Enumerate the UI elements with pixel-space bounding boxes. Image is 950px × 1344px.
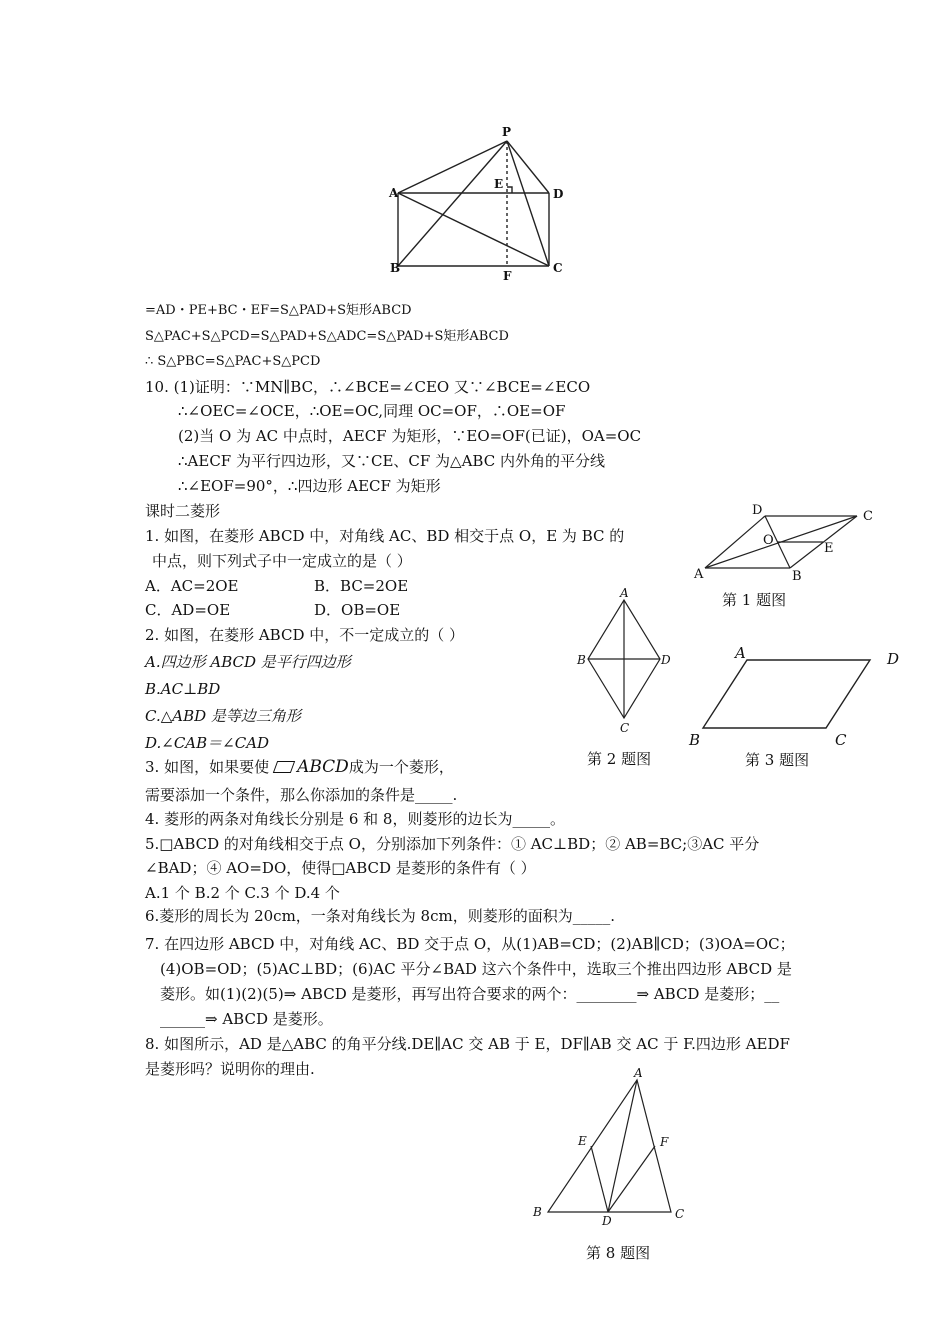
fig1-label-c: C (863, 509, 873, 524)
label-p: P (502, 125, 512, 139)
fig8-caption: 第 8 题图 (586, 1244, 651, 1262)
fig1-caption: 第 1 题图 (722, 591, 787, 609)
q2-option-d: D.∠CAB＝∠CAD (145, 734, 270, 752)
q1-option-b: B．BC=2OE (314, 577, 409, 595)
fig2-label-d: D (661, 653, 671, 667)
fig3-label-b: B (689, 731, 701, 749)
q10-line4: ∴AECF 为平行四边形，又∵CE、CF 为△ABC 内外角的平分线 (178, 452, 605, 470)
q8-line1: 8. 如图所示，AD 是△ABC 的角平分线.DE∥AC 交 AB 于 E，DF∥AB 交 AC 于 F.四边形 AEDF (145, 1035, 790, 1053)
q3-line1-pre: 3. 如图，如果要使 (145, 758, 270, 776)
q3-line2: 需要添加一个条件，那么你添加的条件是_____. (145, 786, 458, 804)
fig8-segment-ad (608, 1080, 637, 1212)
label-e: E (494, 177, 504, 191)
q5-line1: 5.□ABCD 的对角线相交于点 O，分别添加下列条件：① AC⊥BD；② AB=BC;③AC 平分 (145, 835, 760, 853)
fig3-caption: 第 3 题图 (745, 751, 810, 769)
fig8-label-c: C (675, 1207, 685, 1221)
q3-line1-post: 成为一个菱形， (348, 758, 454, 776)
fig1-label-a: A (694, 567, 704, 582)
segment-pc (507, 141, 549, 266)
fig8-segment-de (591, 1146, 608, 1212)
segment-pd (507, 141, 549, 193)
fig1-diagonal-bd (765, 516, 790, 568)
fig1-side-cb (790, 516, 857, 568)
q10-line3: (2)当 O 为 AC 中点时，AECF 为矩形，∵EO=OF(已证)，OA=OC (178, 427, 642, 445)
q10-line1: 10. (1)证明：∵MN∥BC，∴∠BCE=∠CEO 又∵∠BCE=∠ECO (145, 378, 591, 396)
q5-line2: ∠BAD；④ AO=DO，使得□ABCD 是菱形的条件有（ ） (145, 859, 536, 877)
proof9-line2: S△PAC+S△PCD=S△PAD+S△ADC=S△PAD+S矩形ABCD (145, 329, 509, 344)
q7-line3: 菱形。如(1)(2)(5)⇒ ABCD 是菱形，再写出符合要求的两个：________⇒ ABCD 是菱形；__ (160, 985, 780, 1003)
label-c: C (553, 261, 563, 275)
q2-stem: 2. 如图，在菱形 ABCD 中，不一定成立的（ ） (145, 626, 465, 644)
fig1-label-e: E (824, 541, 834, 556)
fig1-label-b: B (792, 569, 802, 584)
q3-line1 (145, 757, 454, 777)
q1-line2: 中点，则下列式子中一定成立的是（ ） (152, 552, 412, 570)
q2-option-a: A.四边形 ABCD 是平行四边形 (145, 653, 351, 671)
label-b: B (390, 261, 401, 275)
q6-line: 6.菱形的周长为 20cm，一条对角线长为 8cm，则菱形的面积为_____. (145, 907, 615, 925)
q3-line1-sym: ABCD (297, 757, 349, 777)
label-f: F (503, 269, 512, 283)
segment-pb (398, 141, 507, 266)
fig3-parallelogram-outline (703, 660, 870, 728)
proof9-line1: =AD・PE+BC・EF=S△PAD+S矩形ABCD (145, 303, 412, 318)
q7-line2: (4)OB=OD；(5)AC⊥BD；(6)AC 平分∠BAD 这六个条件中，选取三个推出四边形 ABCD 是 (160, 960, 792, 978)
fig1-label-d: D (752, 503, 763, 518)
proof9-line3: ∴ S△PBC=S△PAC+S△PCD (145, 354, 321, 369)
q1-option-c: C．AD=OE (145, 601, 231, 619)
q2-option-c: C.△ABD 是等边三角形 (145, 707, 301, 725)
fig2-caption: 第 2 题图 (587, 750, 652, 768)
q1-line1: 1. 如图，在菱形 ABCD 中，对角线 AC、BD 相交于点 O，E 为 BC 的 (145, 527, 625, 545)
fig8-label-e: E (578, 1134, 587, 1148)
fig3-label-c: C (835, 731, 847, 749)
q1-option-a: A．AC=2OE (145, 577, 239, 595)
q10-line2: ∴∠OEC=∠OCE，∴OE=OC,同理 OC=OF，∴OE=OF (178, 402, 566, 420)
fig8-label-d: D (602, 1214, 612, 1228)
q1-option-d: D．OB=OE (314, 601, 401, 619)
q2-option-b: B.AC⊥BD (145, 680, 221, 698)
segment-pa (398, 141, 507, 193)
fig1-diagonal-ac (705, 516, 857, 568)
q5-options: A.1 个 B.2 个 C.3 个 D.4 个 (145, 884, 340, 902)
parallelogram-symbol-icon (273, 761, 295, 773)
label-d: D (553, 187, 564, 201)
fig3-label-d: D (887, 650, 900, 668)
fig8-label-a: A (634, 1066, 643, 1080)
fig2-rhombus-outline (588, 600, 660, 718)
q4-line: 4. 菱形的两条对角线长分别是 6 和 8，则菱形的边长为_____。 (145, 810, 565, 828)
q8-line2: 是菱形吗？说明你的理由. (145, 1060, 315, 1078)
fig2-label-a: A (620, 586, 629, 600)
fig8-label-b: B (533, 1205, 542, 1219)
fig1-side-ad (705, 516, 765, 568)
segment-ac (398, 193, 549, 266)
fig2-label-b: B (577, 653, 586, 667)
q10-line5: ∴∠EOF=90°，∴四边形 AECF 为矩形 (178, 477, 441, 495)
fig3-label-a: A (735, 644, 746, 662)
fig8-segment-df (608, 1146, 655, 1212)
q7-line1: 7. 在四边形 ABCD 中，对角线 AC、BD 交于点 O，从(1)AB=CD；(2)AB∥CD；(3)OA=OC； (145, 935, 795, 953)
right-angle-mark (507, 187, 512, 193)
fig2-label-c: C (620, 721, 630, 735)
fig8-label-f: F (660, 1135, 669, 1149)
label-a: A (389, 186, 399, 200)
fig8-triangle-abc (548, 1080, 671, 1212)
section-title: 课时二菱形 (145, 502, 221, 520)
q7-line4: ______⇒ ABCD 是菱形。 (160, 1010, 333, 1028)
fig1-label-o: O (763, 533, 774, 548)
